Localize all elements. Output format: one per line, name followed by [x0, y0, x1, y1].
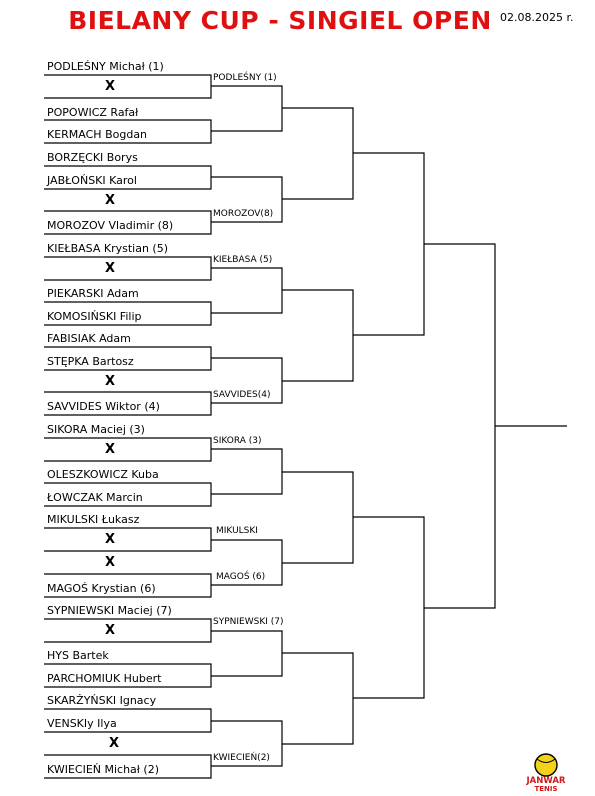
- round-winner: MAGOŚ (6): [216, 572, 266, 582]
- round-winner: KIEŁBASA (5): [213, 255, 273, 265]
- bye-mark: X: [104, 532, 116, 547]
- player-name: BORZĘCKI Borys: [47, 151, 138, 164]
- bracket-line: [282, 290, 353, 381]
- player-name: POPOWICZ Rafał: [47, 106, 139, 119]
- bracket-line: [44, 257, 211, 280]
- bye-mark: X: [104, 79, 116, 94]
- player-name: PODLEŚNY Michał (1): [47, 60, 164, 73]
- player-name: ŁOWCZAK Marcin: [47, 491, 143, 504]
- bye-mark: X: [104, 261, 116, 276]
- bye-mark: X: [104, 193, 116, 208]
- page-title: BIELANY CUP - SINGIEL OPEN: [68, 6, 492, 35]
- round-winner: MOROZOV(8): [213, 209, 274, 219]
- bye-mark: X: [108, 736, 120, 751]
- bracket-line: [44, 75, 211, 98]
- player-name: HYS Bartek: [47, 649, 109, 662]
- bye-mark: X: [104, 555, 116, 570]
- player-name: JABŁOŃSKI Karol: [47, 174, 137, 187]
- bye-mark: X: [104, 374, 116, 389]
- player-name: MAGOŚ Krystian (6): [47, 582, 156, 595]
- logo-text-line2: TENIS: [534, 785, 558, 792]
- bracket-line: [353, 153, 424, 335]
- player-name: SIKORA Maciej (3): [47, 423, 145, 436]
- player-name: KWIECIEŃ Michał (2): [47, 763, 160, 776]
- round-winner: SAVVIDES(4): [213, 390, 271, 400]
- player-name: KOMOSIŃSKI Filip: [47, 310, 142, 323]
- bracket-line: [282, 472, 353, 563]
- player-name: PARCHOMIUK Hubert: [47, 672, 162, 685]
- round-winner: PODLEŚNY (1): [213, 73, 277, 83]
- event-date: 02.08.2025 r.: [500, 11, 574, 24]
- player-name: MIKULSKI Łukasz: [47, 513, 140, 526]
- bracket-line: [44, 619, 211, 642]
- player-name: SAVVIDES Wiktor (4): [47, 400, 160, 413]
- player-name: OLESZKOWICZ Kuba: [47, 468, 159, 481]
- bye-mark: X: [104, 442, 116, 457]
- round-winner: MIKULSKI: [216, 526, 258, 536]
- bracket-line: [282, 653, 353, 744]
- round-winner: SIKORA (3): [213, 436, 262, 446]
- player-name: SKARŻYŃSKI Ignacy: [47, 694, 157, 707]
- player-name: VENSKIy Ilya: [47, 717, 117, 730]
- player-name: STĘPKA Bartosz: [47, 355, 134, 368]
- round-winner: KWIECIEŃ(2): [213, 753, 270, 763]
- logo-text-line1: JANWAR: [526, 776, 566, 786]
- bracket-line: [44, 528, 211, 551]
- bye-mark: X: [104, 623, 116, 638]
- player-name: KERMACH Bogdan: [47, 128, 148, 141]
- player-name: PIEKARSKI Adam: [47, 287, 139, 300]
- player-name: SYPNIEWSKI Maciej (7): [47, 604, 172, 617]
- player-name: FABISIAK Adam: [47, 332, 131, 345]
- janwar-tenis-logo: [524, 752, 568, 792]
- player-name: KIEŁBASA Krystian (5): [47, 242, 169, 255]
- bracket-line: [353, 517, 424, 698]
- bracket-line: [211, 631, 282, 676]
- bracket-line: [211, 268, 282, 313]
- bracket-line: [211, 86, 282, 131]
- round-winner: SYPNIEWSKI (7): [213, 617, 284, 627]
- bracket-line: [44, 438, 211, 461]
- bracket-line: [424, 244, 495, 608]
- bracket-line: [211, 449, 282, 494]
- tennis-ball-icon: [535, 754, 557, 776]
- player-name: MOROZOV Vladimir (8): [47, 219, 174, 232]
- bracket-line: [282, 108, 353, 199]
